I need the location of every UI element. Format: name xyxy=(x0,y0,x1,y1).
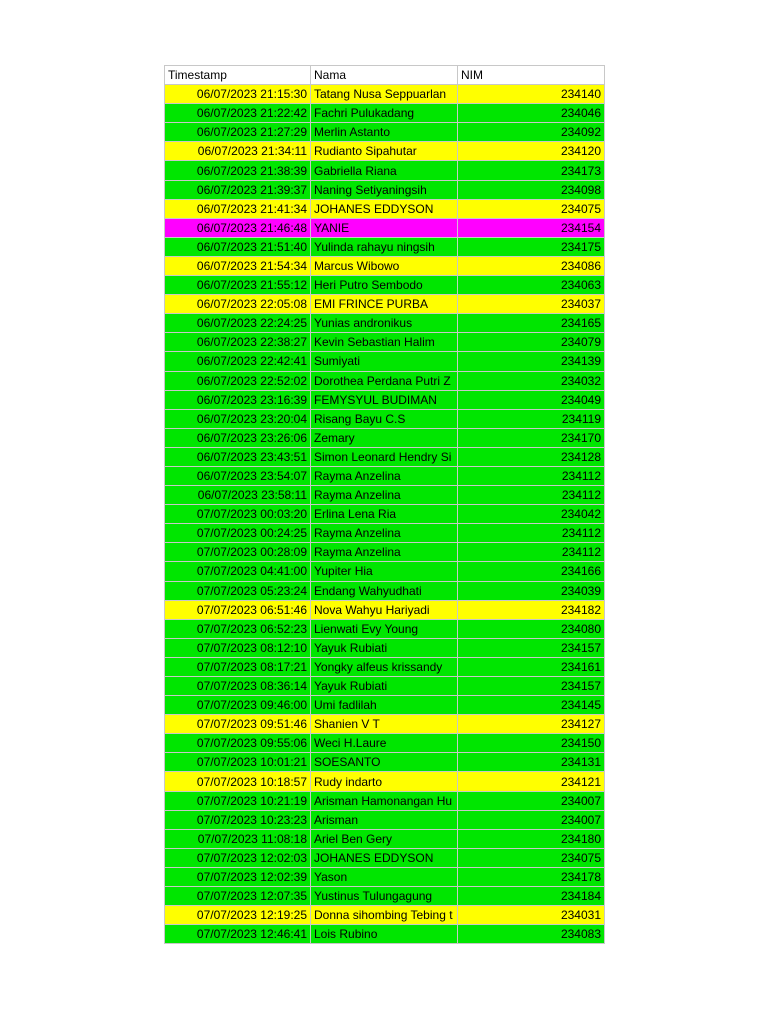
cell-nama: Shanien V T xyxy=(311,715,458,734)
cell-timestamp: 07/07/2023 06:51:46 xyxy=(165,600,311,619)
cell-timestamp: 07/07/2023 08:36:14 xyxy=(165,677,311,696)
cell-nim: 234139 xyxy=(458,352,605,371)
cell-nim: 234157 xyxy=(458,638,605,657)
table-row xyxy=(165,486,605,505)
cell-timestamp: 07/07/2023 05:23:24 xyxy=(165,581,311,600)
cell-nim: 234092 xyxy=(458,123,605,142)
cell-nama: Lois Rubino xyxy=(311,925,458,944)
cell-nama: Yustinus Tulungagung xyxy=(311,887,458,906)
cell-timestamp: 06/07/2023 22:52:02 xyxy=(165,371,311,390)
cell-nama: Nova Wahyu Hariyadi xyxy=(311,600,458,619)
cell-timestamp: 07/07/2023 12:19:25 xyxy=(165,906,311,925)
cell-nim: 234112 xyxy=(458,486,605,505)
table-row xyxy=(165,887,605,906)
table-row xyxy=(165,581,605,600)
cell-nama: JOHANES EDDYSON xyxy=(311,199,458,218)
table-row xyxy=(165,428,605,447)
cell-timestamp: 07/07/2023 10:23:23 xyxy=(165,810,311,829)
cell-timestamp: 07/07/2023 08:17:21 xyxy=(165,657,311,676)
cell-nama: FEMYSYUL BUDIMAN xyxy=(311,390,458,409)
table-row xyxy=(165,791,605,810)
cell-timestamp: 07/07/2023 08:12:10 xyxy=(165,638,311,657)
table-row xyxy=(165,333,605,352)
cell-nama: Yongky alfeus krissandy xyxy=(311,657,458,676)
cell-timestamp: 06/07/2023 21:54:34 xyxy=(165,256,311,275)
cell-nim: 234080 xyxy=(458,619,605,638)
cell-nama: Dorothea Perdana Putri Z xyxy=(311,371,458,390)
cell-nama: Zemary xyxy=(311,428,458,447)
cell-timestamp: 06/07/2023 22:42:41 xyxy=(165,352,311,371)
table-row xyxy=(165,466,605,485)
cell-timestamp: 07/07/2023 10:18:57 xyxy=(165,772,311,791)
cell-nim: 234120 xyxy=(458,142,605,161)
cell-nama: Rudianto Sipahutar xyxy=(311,142,458,161)
cell-nama: Weci H.Laure xyxy=(311,734,458,753)
cell-nim: 234127 xyxy=(458,715,605,734)
table-row xyxy=(165,180,605,199)
table-row xyxy=(165,848,605,867)
cell-nim: 234165 xyxy=(458,314,605,333)
cell-timestamp: 07/07/2023 10:21:19 xyxy=(165,791,311,810)
cell-nim: 234175 xyxy=(458,237,605,256)
cell-nama: JOHANES EDDYSON xyxy=(311,848,458,867)
cell-timestamp: 07/07/2023 04:41:00 xyxy=(165,562,311,581)
table-row xyxy=(165,218,605,237)
cell-nim: 234121 xyxy=(458,772,605,791)
cell-nim: 234150 xyxy=(458,734,605,753)
cell-nim: 234180 xyxy=(458,829,605,848)
cell-nim: 234032 xyxy=(458,371,605,390)
cell-nim: 234075 xyxy=(458,848,605,867)
table-row xyxy=(165,600,605,619)
cell-timestamp: 07/07/2023 00:03:20 xyxy=(165,505,311,524)
table-row xyxy=(165,447,605,466)
cell-nim: 234145 xyxy=(458,696,605,715)
cell-timestamp: 06/07/2023 21:15:30 xyxy=(165,85,311,104)
table-row xyxy=(165,505,605,524)
cell-timestamp: 07/07/2023 12:46:41 xyxy=(165,925,311,944)
cell-timestamp: 07/07/2023 09:46:00 xyxy=(165,696,311,715)
cell-nim: 234083 xyxy=(458,925,605,944)
table-row xyxy=(165,85,605,104)
table-row xyxy=(165,810,605,829)
table-row xyxy=(165,734,605,753)
cell-timestamp: 07/07/2023 10:01:21 xyxy=(165,753,311,772)
cell-nama: Marcus Wibowo xyxy=(311,256,458,275)
cell-nim: 234031 xyxy=(458,906,605,925)
cell-nim: 234140 xyxy=(458,85,605,104)
cell-nama: Kevin Sebastian Halim xyxy=(311,333,458,352)
cell-timestamp: 07/07/2023 12:02:39 xyxy=(165,867,311,886)
cell-nim: 234112 xyxy=(458,543,605,562)
table-row xyxy=(165,161,605,180)
cell-timestamp: 06/07/2023 21:41:34 xyxy=(165,199,311,218)
table-row xyxy=(165,867,605,886)
cell-nama: Erlina Lena Ria xyxy=(311,505,458,524)
cell-nim: 234166 xyxy=(458,562,605,581)
table-row xyxy=(165,638,605,657)
cell-nama: Ariel Ben Gery xyxy=(311,829,458,848)
cell-timestamp: 06/07/2023 22:05:08 xyxy=(165,295,311,314)
cell-timestamp: 06/07/2023 23:20:04 xyxy=(165,409,311,428)
cell-nim: 234182 xyxy=(458,600,605,619)
cell-nama: YANIE xyxy=(311,218,458,237)
cell-nama: Gabriella Riana xyxy=(311,161,458,180)
cell-nama: Naning Setiyaningsih xyxy=(311,180,458,199)
table-row xyxy=(165,562,605,581)
table-row xyxy=(165,199,605,218)
cell-nama: Arisman xyxy=(311,810,458,829)
cell-timestamp: 07/07/2023 09:51:46 xyxy=(165,715,311,734)
cell-nim: 234007 xyxy=(458,810,605,829)
cell-nama: Fachri Pulukadang xyxy=(311,104,458,123)
cell-nim: 234128 xyxy=(458,447,605,466)
table-row xyxy=(165,696,605,715)
cell-nim: 234079 xyxy=(458,333,605,352)
cell-nim: 234173 xyxy=(458,161,605,180)
cell-nama: Rayma Anzelina xyxy=(311,466,458,485)
cell-nim: 234154 xyxy=(458,218,605,237)
cell-nim: 234049 xyxy=(458,390,605,409)
cell-nim: 234086 xyxy=(458,256,605,275)
cell-nama: Rudy indarto xyxy=(311,772,458,791)
cell-timestamp: 06/07/2023 23:43:51 xyxy=(165,447,311,466)
header-row xyxy=(165,66,605,85)
cell-timestamp: 06/07/2023 23:58:11 xyxy=(165,486,311,505)
cell-nim: 234178 xyxy=(458,867,605,886)
table-row xyxy=(165,409,605,428)
cell-nim: 234112 xyxy=(458,524,605,543)
table-row xyxy=(165,352,605,371)
cell-nim: 234170 xyxy=(458,428,605,447)
cell-nama: Lienwati Evy Young xyxy=(311,619,458,638)
table-row xyxy=(165,276,605,295)
cell-nama: Yason xyxy=(311,867,458,886)
cell-nim: 234046 xyxy=(458,104,605,123)
table-row xyxy=(165,715,605,734)
table-body xyxy=(165,85,605,944)
table-row xyxy=(165,829,605,848)
cell-nama: SOESANTO xyxy=(311,753,458,772)
table-row xyxy=(165,104,605,123)
cell-timestamp: 07/07/2023 12:02:03 xyxy=(165,848,311,867)
cell-timestamp: 06/07/2023 21:27:29 xyxy=(165,123,311,142)
table-row xyxy=(165,142,605,161)
cell-nama: Arisman Hamonangan Hu xyxy=(311,791,458,810)
cell-timestamp: 06/07/2023 21:38:39 xyxy=(165,161,311,180)
cell-timestamp: 06/07/2023 21:22:42 xyxy=(165,104,311,123)
cell-nama: Donna sihombing Tebing t xyxy=(311,906,458,925)
table-row xyxy=(165,906,605,925)
cell-timestamp: 06/07/2023 21:39:37 xyxy=(165,180,311,199)
cell-timestamp: 06/07/2023 23:16:39 xyxy=(165,390,311,409)
cell-nama: Rayma Anzelina xyxy=(311,543,458,562)
cell-timestamp: 06/07/2023 22:38:27 xyxy=(165,333,311,352)
cell-timestamp: 07/07/2023 00:24:25 xyxy=(165,524,311,543)
cell-nama: Tatang Nusa Seppuarlan xyxy=(311,85,458,104)
cell-nama: Sumiyati xyxy=(311,352,458,371)
cell-nim: 234157 xyxy=(458,677,605,696)
cell-nim: 234119 xyxy=(458,409,605,428)
cell-nama: Risang Bayu C.S xyxy=(311,409,458,428)
cell-nama: Heri Putro Sembodo xyxy=(311,276,458,295)
header-nim: NIM xyxy=(458,66,605,85)
data-table xyxy=(164,65,605,944)
cell-nama: Merlin Astanto xyxy=(311,123,458,142)
table-row xyxy=(165,123,605,142)
table-row xyxy=(165,371,605,390)
cell-timestamp: 06/07/2023 21:55:12 xyxy=(165,276,311,295)
table-row xyxy=(165,753,605,772)
cell-nama: Yupiter Hia xyxy=(311,562,458,581)
table-row xyxy=(165,772,605,791)
cell-nim: 234131 xyxy=(458,753,605,772)
cell-nim: 234098 xyxy=(458,180,605,199)
cell-timestamp: 06/07/2023 21:46:48 xyxy=(165,218,311,237)
cell-timestamp: 06/07/2023 22:24:25 xyxy=(165,314,311,333)
cell-nama: Yunias andronikus xyxy=(311,314,458,333)
cell-nim: 234037 xyxy=(458,295,605,314)
cell-nama: Yulinda rahayu ningsih xyxy=(311,237,458,256)
table-row xyxy=(165,657,605,676)
cell-timestamp: 07/07/2023 12:07:35 xyxy=(165,887,311,906)
cell-timestamp: 06/07/2023 23:54:07 xyxy=(165,466,311,485)
cell-nama: Umi fadlilah xyxy=(311,696,458,715)
cell-nim: 234161 xyxy=(458,657,605,676)
cell-timestamp: 07/07/2023 00:28:09 xyxy=(165,543,311,562)
table-row xyxy=(165,524,605,543)
cell-nama: Yayuk Rubiati xyxy=(311,677,458,696)
table-row xyxy=(165,543,605,562)
cell-nim: 234063 xyxy=(458,276,605,295)
table-row xyxy=(165,925,605,944)
cell-nim: 234042 xyxy=(458,505,605,524)
cell-timestamp: 06/07/2023 23:26:06 xyxy=(165,428,311,447)
cell-nama: EMI FRINCE PURBA xyxy=(311,295,458,314)
cell-nim: 234039 xyxy=(458,581,605,600)
table-row xyxy=(165,295,605,314)
cell-nim: 234007 xyxy=(458,791,605,810)
cell-nim: 234075 xyxy=(458,199,605,218)
table-row xyxy=(165,390,605,409)
table-row xyxy=(165,314,605,333)
cell-timestamp: 06/07/2023 21:34:11 xyxy=(165,142,311,161)
cell-timestamp: 06/07/2023 21:51:40 xyxy=(165,237,311,256)
cell-nim: 234112 xyxy=(458,466,605,485)
cell-nama: Simon Leonard Hendry Si xyxy=(311,447,458,466)
header-timestamp: Timestamp xyxy=(165,66,311,85)
table-row xyxy=(165,619,605,638)
cell-nim: 234184 xyxy=(458,887,605,906)
table-row xyxy=(165,237,605,256)
cell-timestamp: 07/07/2023 11:08:18 xyxy=(165,829,311,848)
cell-timestamp: 07/07/2023 06:52:23 xyxy=(165,619,311,638)
cell-timestamp: 07/07/2023 09:55:06 xyxy=(165,734,311,753)
table-row xyxy=(165,677,605,696)
cell-nama: Yayuk Rubiati xyxy=(311,638,458,657)
table-row xyxy=(165,256,605,275)
cell-nama: Rayma Anzelina xyxy=(311,524,458,543)
cell-nama: Endang Wahyudhati xyxy=(311,581,458,600)
header-nama: Nama xyxy=(311,66,458,85)
cell-nama: Rayma Anzelina xyxy=(311,486,458,505)
